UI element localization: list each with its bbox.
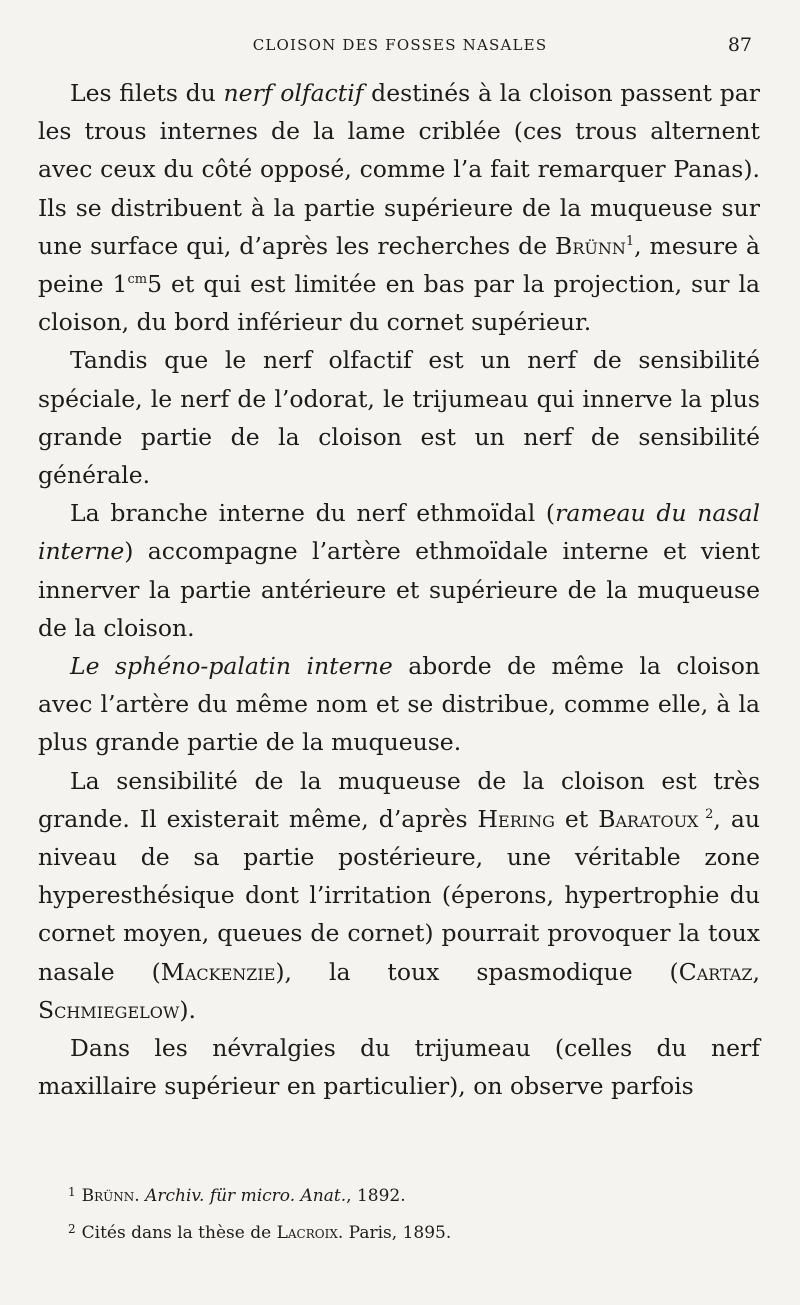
text-run: ), la toux spasmodique ( [275, 957, 679, 986]
text-run: , mesure à peine 1 [38, 231, 760, 299]
small-caps-name: Mackenzie [160, 957, 276, 986]
text-run: , 1892. [346, 1186, 406, 1206]
superscript: 1 [625, 233, 635, 249]
italic-span: Archiv. für micro. Anat. [145, 1186, 347, 1206]
small-caps-name: Cartaz [678, 957, 753, 986]
text-run: . Paris, 1895. [337, 1223, 452, 1243]
body-text [38, 74, 760, 1105]
paragraph [38, 494, 760, 647]
superscript: cm [127, 272, 148, 288]
page-number: 87 [727, 34, 752, 56]
footnote-mark: 2 [68, 1222, 76, 1236]
italic-span: nerf olfactif [223, 79, 364, 107]
small-caps-name: Hering [477, 804, 555, 833]
text-run: ). [179, 995, 196, 1024]
text-run: La sensibilité de la muqueuse de la cloison est très grande. Il existerait même, d’après [38, 766, 760, 833]
text-run: destinés à la cloison passent par les trous internes de la lame criblée (ces trous alternent avec ceux du côté opposé, comme l’a fait remarquer Panas). Ils se distribuent à la partie supérieure de la muqueuse sur une surface qui, d’après les recherches de [38, 79, 760, 260]
paragraph [38, 762, 760, 1029]
text-run: Cités dans la thèse de [81, 1223, 277, 1243]
superscript: 2 [698, 806, 714, 822]
small-caps-name: Brünn [81, 1186, 135, 1206]
text-run: , au niveau de sa partie postérieure, une véritable zone hyperesthésique dont l’irritation (éperons, hypertrophie du cornet moyen, queues de cornet) pourrait provoquer la toux nasale ( [38, 804, 761, 986]
text-run: aborde de même la cloison avec l’artère du même nom et se distribue, comme elle, à la plus grande partie de la muqueuse. [38, 652, 760, 757]
paragraph [38, 647, 760, 762]
paragraph [38, 341, 760, 494]
footnote [68, 1213, 728, 1250]
footnote-text [82, 1186, 406, 1206]
paragraph [38, 74, 760, 341]
small-caps-name: Baratoux [598, 804, 699, 833]
footnotes [68, 1176, 728, 1250]
text-run: Dans les névralgies du trijumeau (celles du nerf maxillaire supérieur en particulier), on observe parfois [38, 1034, 760, 1101]
small-caps-name: Schmiegelow [38, 995, 180, 1024]
text-run: . [134, 1186, 146, 1206]
text-run: et [554, 804, 599, 833]
running-title: CLOISON DES FOSSES NASALES [252, 36, 548, 54]
text-run: Tandis que le nerf olfactif est un nerf de sensibilité spéciale, le nerf de l’odorat, le trijumeau qui innerve la plus grande partie de la cloison est un nerf de sensibilité générale. [38, 346, 760, 490]
italic-span: Le sphéno-palatin interne [70, 652, 393, 681]
text-run: ) accompagne l’artère ethmoïdale interne et vient innerver la partie antérieure et supérieure de la muqueuse de la cloison. [38, 537, 760, 642]
text-run: , [752, 957, 760, 986]
footnote-text [82, 1223, 452, 1243]
footnote-mark: 1 [68, 1185, 76, 1199]
running-head [40, 34, 760, 58]
text-run: 5 et qui est limitée en bas par la projection, sur la cloison, du bord inférieur du cornet supérieur. [38, 270, 760, 337]
italic-span: rameau du nasal interne [38, 499, 760, 566]
paragraph [38, 1029, 760, 1105]
small-caps-name: Brünn [555, 231, 626, 260]
text-run: Les filets du [70, 79, 224, 107]
small-caps-name: Lacroix [276, 1223, 338, 1243]
footnote [68, 1176, 728, 1213]
text-run: La branche interne du nerf ethmoïdal ( [70, 499, 556, 528]
